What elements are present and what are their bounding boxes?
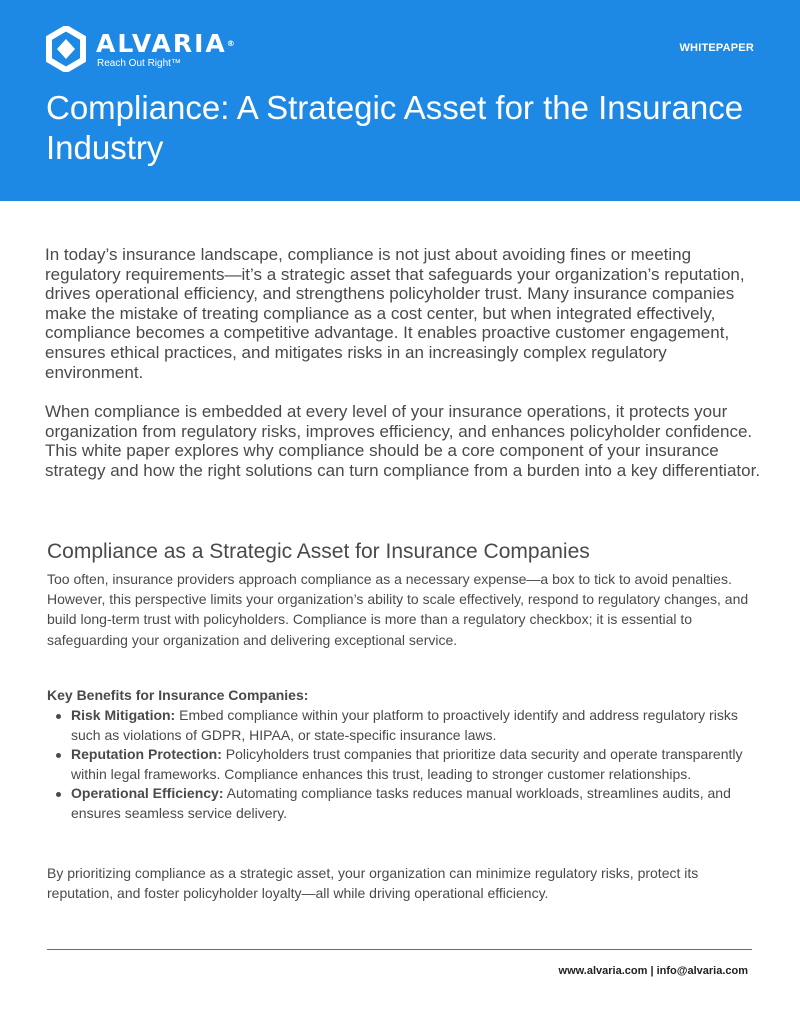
bullet-icon: [56, 753, 61, 758]
benefit-label: Reputation Protection:: [71, 746, 222, 762]
bullet-icon: [56, 714, 61, 719]
footer-divider: [47, 949, 752, 950]
closing-paragraph: By prioritizing compliance as a strategic asset, your organization can minimize regulatory risks, protect its reputation, and foster policyholder loyalty—all while driving operational efficiency.: [47, 865, 699, 902]
benefit-text: Embed compliance within your platform to proactively identify and address regulatory risks such as violations of GDPR, HIPAA, or state-specific insurance laws.: [71, 707, 738, 743]
benefit-text: Policyholders trust companies that prioritize data security and operate transparently within legal frameworks. Compliance enhances this trust, leading to stronger customer relationships.: [71, 746, 743, 782]
benefit-item: [47, 784, 747, 823]
page-title: Compliance: A Strategic Asset for the Insurance Industry: [46, 89, 744, 166]
section-paragraph: Too often, insurance providers approach compliance as a necessary expense—a box to tick to avoid penalties. However, this perspective limits your organization’s ability to scale effectively, respond to regulatory changes, and build long-term trust with policyholders. Compliance is more than a regulatory checkbox; it is essential to safeguarding your organization and delivering exceptional service.: [47, 571, 749, 648]
benefits-title: Key Benefits for Insurance Companies:: [47, 687, 309, 703]
registered-mark: ®: [226, 39, 235, 48]
bullet-icon: [56, 792, 61, 797]
brand-tagline: Reach Out Right™: [97, 58, 181, 69]
intro-paragraph-1: In today’s insurance landscape, compliance is not just about avoiding fines or meeting regulatory requirements—it’s a strategic asset that safeguards your organization’s reputation, drives operational efficiency, and strengthens policyholder trust. Many insurance companies make the mistake of treating compliance as a cost center, but when integrated effectively, compliance becomes a competitive advantage. It enables proactive customer engagement, ensures ethical practices, and mitigates risks in an increasingly complex regulatory environment.: [45, 245, 745, 382]
brand-name: ALVARIA®: [96, 29, 235, 58]
benefit-label: Risk Mitigation:: [71, 707, 176, 723]
doc-type-label: WHITEPAPER: [679, 42, 754, 54]
footer-contact[interactable]: www.alvaria.com | info@alvaria.com: [558, 965, 748, 977]
hexagon-logo-icon: [46, 26, 86, 72]
header-banner: [0, 0, 800, 201]
brand-logo[interactable]: [46, 26, 235, 72]
benefits-list: [47, 706, 747, 823]
benefit-label: Operational Efficiency:: [71, 785, 224, 801]
benefit-text: Automating compliance tasks reduces manual workloads, streamlines audits, and ensures seamless service delivery.: [71, 785, 731, 821]
benefit-item: [47, 706, 747, 745]
intro-paragraph-2: When compliance is embedded at every level of your insurance operations, it protects your organization from regulatory risks, improves efficiency, and enhances policyholder confidence. This white paper explores why compliance should be a core component of your insurance strategy and how the right solutions can turn compliance from a burden into a key differentiator.: [45, 402, 761, 480]
benefit-item: [47, 745, 747, 784]
section-heading: Compliance as a Strategic Asset for Insurance Companies: [47, 540, 590, 563]
